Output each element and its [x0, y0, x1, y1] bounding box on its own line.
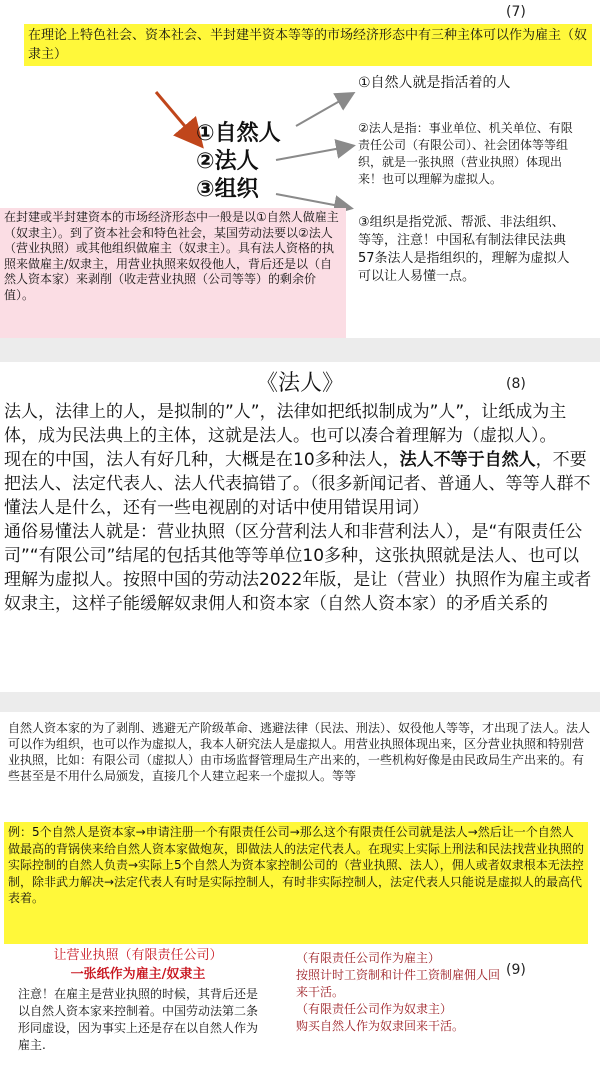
- left-heading-1: 让营业执照（有限责任公司）: [53, 948, 223, 963]
- panel-7: [0, 0, 600, 338]
- pink-note: 在封建或半封建资本的市场经济形态中一般是以①自然人做雇主（奴隶主）。到了资本社会和特色社会，某国劳动法要以②法人（营业执照）或其他组织做雇主（奴隶主）。具有法人资格的执照来做雇主/奴隶主，用营业执照来奴役他人，背后还是以（自然人资本家）来剥削（收走营业执照（公司等等）的剩余价值）。: [0, 208, 346, 338]
- arrow-to-note-3: [276, 194, 350, 208]
- left-heading-2: 一张纸作为雇主/奴隶主: [70, 967, 206, 982]
- panel-8-body: [4, 400, 594, 616]
- arrow-to-note-1: [296, 94, 352, 126]
- para-types-a: 现在的中国，法人有好几种，大概是在10多种法人，: [4, 450, 400, 470]
- right-block: [296, 950, 506, 1035]
- para-types: [4, 448, 594, 520]
- right-line-2: 按照计时工资制和计件工资制雇佣人回来干活。: [296, 968, 501, 999]
- para-definition: 法人，法律上的人，是拟制的”人”，法律如把纸拟制成为”人”，让纸成为主体，成为民法典上的主体，这就是法人。也可以凑合着理解为（虚拟人）。: [4, 402, 567, 446]
- right-line-1: （有限责任公司作为雇主）: [296, 951, 441, 965]
- para-plain: 通俗易懂法人就是：营业执照（区分营利法人和非营利法人），是“有限责任公司”“有限公司”结尾的包括其他等等单位10多种，这张执照就是法人、也可以理解为虚拟人。按照中国的劳动法2022年版，是让（营业）执照作为雇主或者奴隶主，这样子能缓解奴隶佣人和资本家（自然人资本家）的矛盾关系的: [4, 522, 592, 614]
- panel-9: [0, 712, 600, 1079]
- item-natural-person: ①自然人: [196, 121, 281, 146]
- right-line-3: （有限责任公司作为奴隶主）: [296, 1002, 453, 1016]
- para-types-bold: 法人不等于自然人: [399, 450, 536, 470]
- page-number-7: (7): [506, 4, 526, 20]
- panel-9-example: 例：5个自然人是资本家→申请注册一个有限责任公司→那么这个有限责任公司就是法人→然后让一个自然人做最高的背锅侠来给自然人资本家做炮灰，即做法人的法定代表人。在现实上实际上刑法和民法找营业执照的实际控制的自然人负责→实际上5个自然人为资本家控制公司的（营业执照、法人），佣人或者奴隶根本无法控制，除非武力解决→法定代表人有时是实际控制人，有时非实际控制人，法定代表人只能说是虚拟人的最高代表着。: [4, 822, 588, 944]
- left-body: 注意！在雇主是营业执照的时候，其背后还是以自然人资本家来控制着。中国劳动法第二条形同虚设，因为事实上还是存在以自然人作为雇主.: [18, 987, 259, 1052]
- para-types-b: ，不要把法人、法定代表人、法人代表搞错了。（很多新闻记者、普通人、等等人群不懂法人是什么，还有一些电视剧的对话中使用错误用词）: [4, 450, 591, 518]
- arrow-to-note-2: [276, 146, 352, 160]
- arrow-brown: [156, 92, 200, 144]
- item-organization: ③组织: [196, 177, 259, 202]
- item-legal-person: ②法人: [196, 149, 259, 174]
- page-number-9: (9): [506, 962, 526, 978]
- panel-9-intro: 自然人资本家的为了剥削、逃避无产阶级革命、逃避法律（民法、刑法）、奴役他人等等，才出现了法人。法人可以作为组织，也可以作为虚拟人，我本人研究法人是虚拟人。用营业执照体现出来，区分营业执照和特别营业执照，比如：有限公司（虚拟人）由市场监督管理局生产出来的，一些机构好像是由民政局生产出来的。有些甚至是不用什么局颁发，直接几个人建立起来一个虚拟人。等等: [8, 721, 591, 783]
- panel-8-title: 《法人》: [255, 371, 344, 396]
- center-list: [196, 120, 281, 204]
- right-note-1: ①自然人就是指活着的人: [358, 75, 511, 91]
- left-heading: [0, 946, 276, 984]
- page-number-8: (8): [506, 376, 526, 392]
- panel-8: [0, 362, 600, 692]
- right-note-2: ②法人是指：事业单位、机关单位、有限责任公司（有限公司）、社会团体等等组织，就是一张执照（营业执照）体现出来！也可以理解为虚拟人。: [358, 121, 573, 186]
- top-note-yellow: 在理论上特色社会、资本社会、半封建半资本等等的市场经济形态中有三种主体可以作为雇主（奴隶主）: [24, 24, 592, 66]
- right-line-4: 购买自然人作为奴隶回来干活。: [296, 1019, 465, 1033]
- right-note-3: ③组织是指党派、帮派、非法组织、等等，注意！中国私有制法律民法典57条法人是指组织的，理解为虚拟人可以让人易懂一点。: [358, 215, 570, 284]
